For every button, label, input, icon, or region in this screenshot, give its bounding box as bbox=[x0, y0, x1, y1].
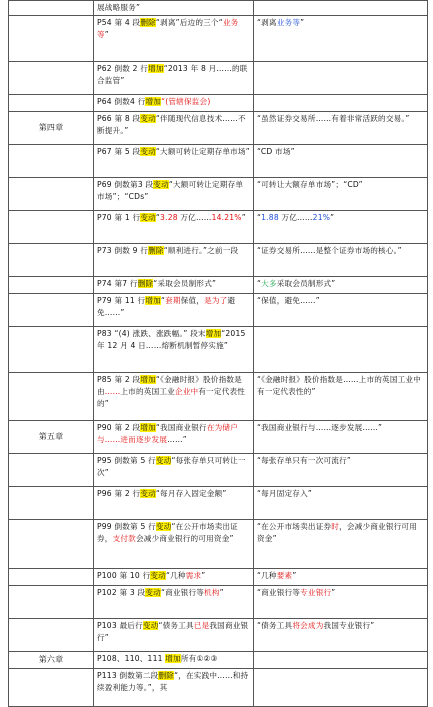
revised-text: 支付款 bbox=[112, 534, 136, 543]
revised-text: 机构 bbox=[204, 588, 220, 597]
original-cell bbox=[254, 652, 428, 669]
table-row bbox=[9, 211, 428, 244]
cell-text: P102 第 3 段 bbox=[97, 588, 146, 597]
revision-cell bbox=[94, 619, 254, 652]
chapter-cell bbox=[9, 669, 94, 707]
table-row bbox=[9, 294, 428, 327]
revision-cell bbox=[94, 62, 254, 95]
chapter-cell bbox=[9, 1, 94, 16]
cell-text: 会减少商业银行的可用资金” bbox=[135, 534, 234, 543]
revision-cell bbox=[94, 244, 254, 277]
revision-cell bbox=[94, 669, 254, 707]
cell-text: “CD 市场” bbox=[257, 147, 295, 156]
change-action-label: 变动 bbox=[155, 522, 172, 531]
table-row bbox=[9, 112, 428, 145]
cell-text: “2013 年 8 月……的联合监管” bbox=[97, 64, 248, 85]
cell-text: “债务工具 bbox=[158, 621, 194, 630]
chapter-cell bbox=[9, 277, 94, 294]
chapter-cell: 第四章 bbox=[9, 112, 94, 145]
cell-text: ” bbox=[219, 588, 224, 597]
revised-text: 专业银行 bbox=[300, 588, 332, 597]
cell-text: P70 第 1 行 bbox=[97, 213, 141, 222]
cell-text: “剥离 bbox=[257, 18, 277, 27]
cell-text: 有一定代表性的” bbox=[97, 387, 246, 408]
table-row bbox=[9, 373, 428, 421]
change-action-label: 增加 bbox=[145, 97, 162, 106]
cell-text: P96 第 2 行 bbox=[97, 489, 141, 498]
cell-text: 避免……” bbox=[97, 296, 236, 317]
chapter-cell bbox=[9, 619, 94, 652]
table-row bbox=[9, 454, 428, 487]
revised-text: 企业中 bbox=[174, 387, 199, 396]
chapter-cell bbox=[9, 178, 94, 211]
chapter-cell bbox=[9, 145, 94, 178]
chapter-cell bbox=[9, 454, 94, 487]
original-cell bbox=[254, 112, 428, 145]
chapter-cell bbox=[9, 62, 94, 95]
original-cell bbox=[254, 95, 428, 112]
cell-text: P83 “(4) 涨跌、涨跌幅。” 段末 bbox=[97, 329, 206, 338]
cell-text: “商业银行等 bbox=[160, 588, 205, 597]
original-cell bbox=[254, 211, 428, 244]
revision-cell bbox=[94, 373, 254, 421]
table-row bbox=[9, 277, 428, 294]
change-action-label: 删除 bbox=[137, 279, 154, 288]
original-cell bbox=[254, 178, 428, 211]
revision-cell bbox=[94, 487, 254, 520]
chapter-cell bbox=[9, 211, 94, 244]
table-row bbox=[9, 178, 428, 211]
cell-text: “在公开市场卖出证券， bbox=[97, 522, 238, 543]
revised-text: 是为了 bbox=[204, 296, 228, 305]
revision-cell bbox=[94, 327, 254, 373]
revised-text: 在为储户与……进而逐步发展 bbox=[97, 423, 238, 444]
cell-text: P79 第 11 行 bbox=[97, 296, 146, 305]
original-cell bbox=[254, 145, 428, 178]
revised-text: 时 bbox=[331, 522, 340, 531]
cell-text: P69 倒数第3 段 bbox=[97, 180, 154, 189]
change-action-label: 删除 bbox=[158, 671, 175, 680]
change-action-label: 增加 bbox=[145, 296, 161, 305]
cell-text: P66 第 8 段 bbox=[97, 114, 141, 123]
cell-text: “大额可转让定期存单市场” bbox=[155, 147, 250, 156]
revision-cell bbox=[94, 95, 254, 112]
table-row bbox=[9, 244, 428, 277]
revision-cell bbox=[94, 294, 254, 327]
cell-text: 采取会员制形式” bbox=[276, 279, 336, 288]
cell-text: P103 最后行 bbox=[97, 621, 143, 630]
cell-text: 所有①②③ bbox=[180, 654, 218, 663]
revision-cell bbox=[94, 520, 254, 569]
cell-text: P54 第 4 段 bbox=[97, 18, 141, 27]
cell-text: ” bbox=[300, 18, 305, 27]
revised-text: “(管辖保监会) bbox=[161, 97, 211, 106]
cell-text: 展战略服务” bbox=[97, 3, 141, 12]
change-action-label: 增加 bbox=[165, 654, 181, 663]
cell-text: “保值，避免……” bbox=[257, 296, 320, 305]
cell-text: 我国专业银行” bbox=[323, 621, 375, 630]
original-text: 1.88 bbox=[261, 213, 279, 222]
revision-cell bbox=[94, 454, 254, 487]
cell-text: “可转让大额存单市场”；“CD” bbox=[257, 180, 363, 189]
revision-cell bbox=[94, 569, 254, 586]
cell-text: P74 第7 行 bbox=[97, 279, 138, 288]
change-action-label: 删除 bbox=[140, 18, 156, 27]
cell-text: ” bbox=[331, 588, 336, 597]
revision-cell bbox=[94, 421, 254, 454]
change-action-label: 变动 bbox=[140, 489, 156, 498]
cell-text: “证券交易所……是整个证券市场的核心。” bbox=[257, 246, 402, 255]
table-row bbox=[9, 569, 428, 586]
cell-text: ” bbox=[292, 571, 297, 580]
original-cell bbox=[254, 487, 428, 520]
table-row bbox=[9, 145, 428, 178]
original-cell bbox=[254, 669, 428, 707]
revised-text: 套期 bbox=[165, 296, 181, 305]
table-row bbox=[9, 586, 428, 619]
cell-text: “在公开市场卖出证券 bbox=[257, 522, 332, 531]
chapter-cell bbox=[9, 569, 94, 586]
cell-text: “几种 bbox=[257, 571, 277, 580]
cell-text: “ bbox=[257, 279, 262, 288]
change-action-label: 变动 bbox=[140, 114, 156, 123]
cell-text: “ bbox=[160, 296, 166, 305]
cell-text: “大额可转让定期存单市场”；“CDs” bbox=[97, 180, 244, 201]
table-row bbox=[9, 327, 428, 373]
table-row bbox=[9, 62, 428, 95]
table-row bbox=[9, 619, 428, 652]
cell-text: 上市的英国工业 bbox=[120, 387, 175, 396]
revision-cell bbox=[94, 178, 254, 211]
revision-cell bbox=[94, 1, 254, 16]
cell-text: P99 倒数第 5 行 bbox=[97, 522, 156, 531]
original-cell bbox=[254, 1, 428, 16]
original-cell bbox=[254, 421, 428, 454]
cell-text: ” bbox=[104, 30, 109, 39]
table-row bbox=[9, 1, 428, 16]
table-row bbox=[9, 652, 428, 669]
revised-text: …… bbox=[104, 387, 121, 396]
cell-text: “《金融时报》股价指数是……上市的英国工业中有一定代表性的” bbox=[257, 375, 422, 396]
original-cell bbox=[254, 619, 428, 652]
chapter-cell bbox=[9, 327, 94, 373]
cell-text: P73 倒数 9 行 bbox=[97, 246, 149, 255]
cell-text: 保值， bbox=[180, 296, 205, 305]
change-action-label: 变动 bbox=[140, 213, 156, 222]
original-cell bbox=[254, 244, 428, 277]
cell-text: “每月存入固定金额” bbox=[155, 489, 227, 498]
revision-cell bbox=[94, 586, 254, 619]
chapter-cell bbox=[9, 373, 94, 421]
change-action-label: 增加 bbox=[148, 64, 164, 73]
revised-text: 要素 bbox=[276, 571, 293, 580]
original-text: 21% bbox=[312, 213, 331, 222]
cell-text: P85 第 2 段 bbox=[97, 375, 141, 384]
chapter-cell: 第六章 bbox=[9, 652, 94, 669]
cell-text: “伴随现代信息技术……不断提升。” bbox=[97, 114, 246, 135]
original-cell bbox=[254, 520, 428, 569]
chapter-cell bbox=[9, 294, 94, 327]
chapter-cell: 第五章 bbox=[9, 421, 94, 454]
table-row bbox=[9, 16, 428, 62]
table-row bbox=[9, 95, 428, 112]
cell-text: P62 倒数 2 行 bbox=[97, 64, 149, 73]
original-cell bbox=[254, 454, 428, 487]
cell-text: “2015 年 12 月 4 日……熔断机制暂停实施” bbox=[97, 329, 246, 350]
original-text: 业务等 bbox=[276, 18, 301, 27]
cell-text: “商业银行等 bbox=[257, 588, 301, 597]
cell-text: P90 第 2 段 bbox=[97, 423, 141, 432]
cell-text: “《金融时报》股价指数是由 bbox=[97, 375, 242, 396]
revision-cell bbox=[94, 112, 254, 145]
change-action-label: 删除 bbox=[148, 246, 164, 255]
cell-text: “虽然证券交易所……有着非常活跃的交易。” bbox=[257, 114, 410, 123]
cell-text: “每张存单只可转让一次” bbox=[97, 456, 246, 477]
cell-text: ” bbox=[330, 213, 335, 222]
cell-text: P95 倒数第 5 行 bbox=[97, 456, 156, 465]
revision-table-body bbox=[9, 1, 428, 707]
revised-text: 大多 bbox=[261, 279, 277, 288]
revised-text: 需求 bbox=[185, 571, 202, 580]
cell-text: ” bbox=[201, 571, 206, 580]
revision-cell bbox=[94, 211, 254, 244]
revised-text: 3.28 bbox=[160, 213, 178, 222]
cell-text: “每月固定存入” bbox=[257, 489, 313, 498]
table-row bbox=[9, 520, 428, 569]
original-cell bbox=[254, 16, 428, 62]
cell-text: “我国商业银行 bbox=[155, 423, 207, 432]
original-cell bbox=[254, 62, 428, 95]
chapter-cell bbox=[9, 16, 94, 62]
cell-text: “采取会员制形式” bbox=[153, 279, 217, 288]
cell-text: P67 第 5 段 bbox=[97, 147, 141, 156]
table-row bbox=[9, 487, 428, 520]
cell-text: P108、110、111 bbox=[97, 654, 166, 663]
cell-text: ” bbox=[241, 213, 246, 222]
revision-cell bbox=[94, 16, 254, 62]
cell-text: “我国商业银行与……逐步发展……” bbox=[257, 423, 383, 432]
revision-table bbox=[8, 0, 428, 707]
table-row bbox=[9, 669, 428, 707]
original-cell bbox=[254, 327, 428, 373]
revised-text: 已是 bbox=[193, 621, 210, 630]
change-action-label: 增加 bbox=[205, 329, 222, 338]
change-action-label: 变动 bbox=[142, 621, 159, 630]
cell-text: 万亿…… bbox=[177, 213, 212, 222]
cell-text: ……” bbox=[167, 435, 187, 444]
cell-text: “ bbox=[155, 213, 161, 222]
cell-text: “，在实践中……和持续盈利能力等。”，其 bbox=[97, 671, 249, 692]
original-cell bbox=[254, 569, 428, 586]
revised-text: 14.21% bbox=[211, 213, 242, 222]
cell-text: “顺利进行。”之前一段 bbox=[163, 246, 239, 255]
cell-text: 我国商业银行” bbox=[97, 621, 249, 642]
revised-text: 将会成为 bbox=[292, 621, 324, 630]
cell-text: “每张存单只有一次可流行” bbox=[257, 456, 351, 465]
change-action-label: 变动 bbox=[140, 147, 156, 156]
original-cell bbox=[254, 373, 428, 421]
original-cell bbox=[254, 277, 428, 294]
original-cell bbox=[254, 294, 428, 327]
original-cell bbox=[254, 586, 428, 619]
change-action-label: 增加 bbox=[140, 423, 156, 432]
change-action-label: 变动 bbox=[153, 180, 169, 189]
cell-text: “几种 bbox=[165, 571, 186, 580]
cell-text: ，会减少商业银行可用资金” bbox=[257, 522, 418, 543]
chapter-cell bbox=[9, 244, 94, 277]
change-action-label: 变动 bbox=[155, 456, 172, 465]
revision-cell bbox=[94, 277, 254, 294]
chapter-cell bbox=[9, 95, 94, 112]
cell-text: P113 倒数第二段 bbox=[97, 671, 159, 680]
cell-text: “剥离”后边的三个“ bbox=[155, 18, 223, 27]
chapter-cell bbox=[9, 586, 94, 619]
chapter-cell bbox=[9, 520, 94, 569]
cell-text: P100 第 10 行 bbox=[97, 571, 151, 580]
change-action-label: 增加 bbox=[140, 375, 156, 384]
cell-text: 万亿…… bbox=[278, 213, 313, 222]
revision-cell bbox=[94, 652, 254, 669]
cell-text: “债务工具 bbox=[257, 621, 293, 630]
revision-cell bbox=[94, 145, 254, 178]
table-row bbox=[9, 421, 428, 454]
chapter-cell bbox=[9, 487, 94, 520]
cell-text: P64 倒数4 行 bbox=[97, 97, 146, 106]
cell-text: “ bbox=[257, 213, 262, 222]
revised-text: 业务等 bbox=[97, 18, 239, 39]
change-action-label: 变动 bbox=[145, 588, 161, 597]
change-action-label: 变动 bbox=[150, 571, 166, 580]
